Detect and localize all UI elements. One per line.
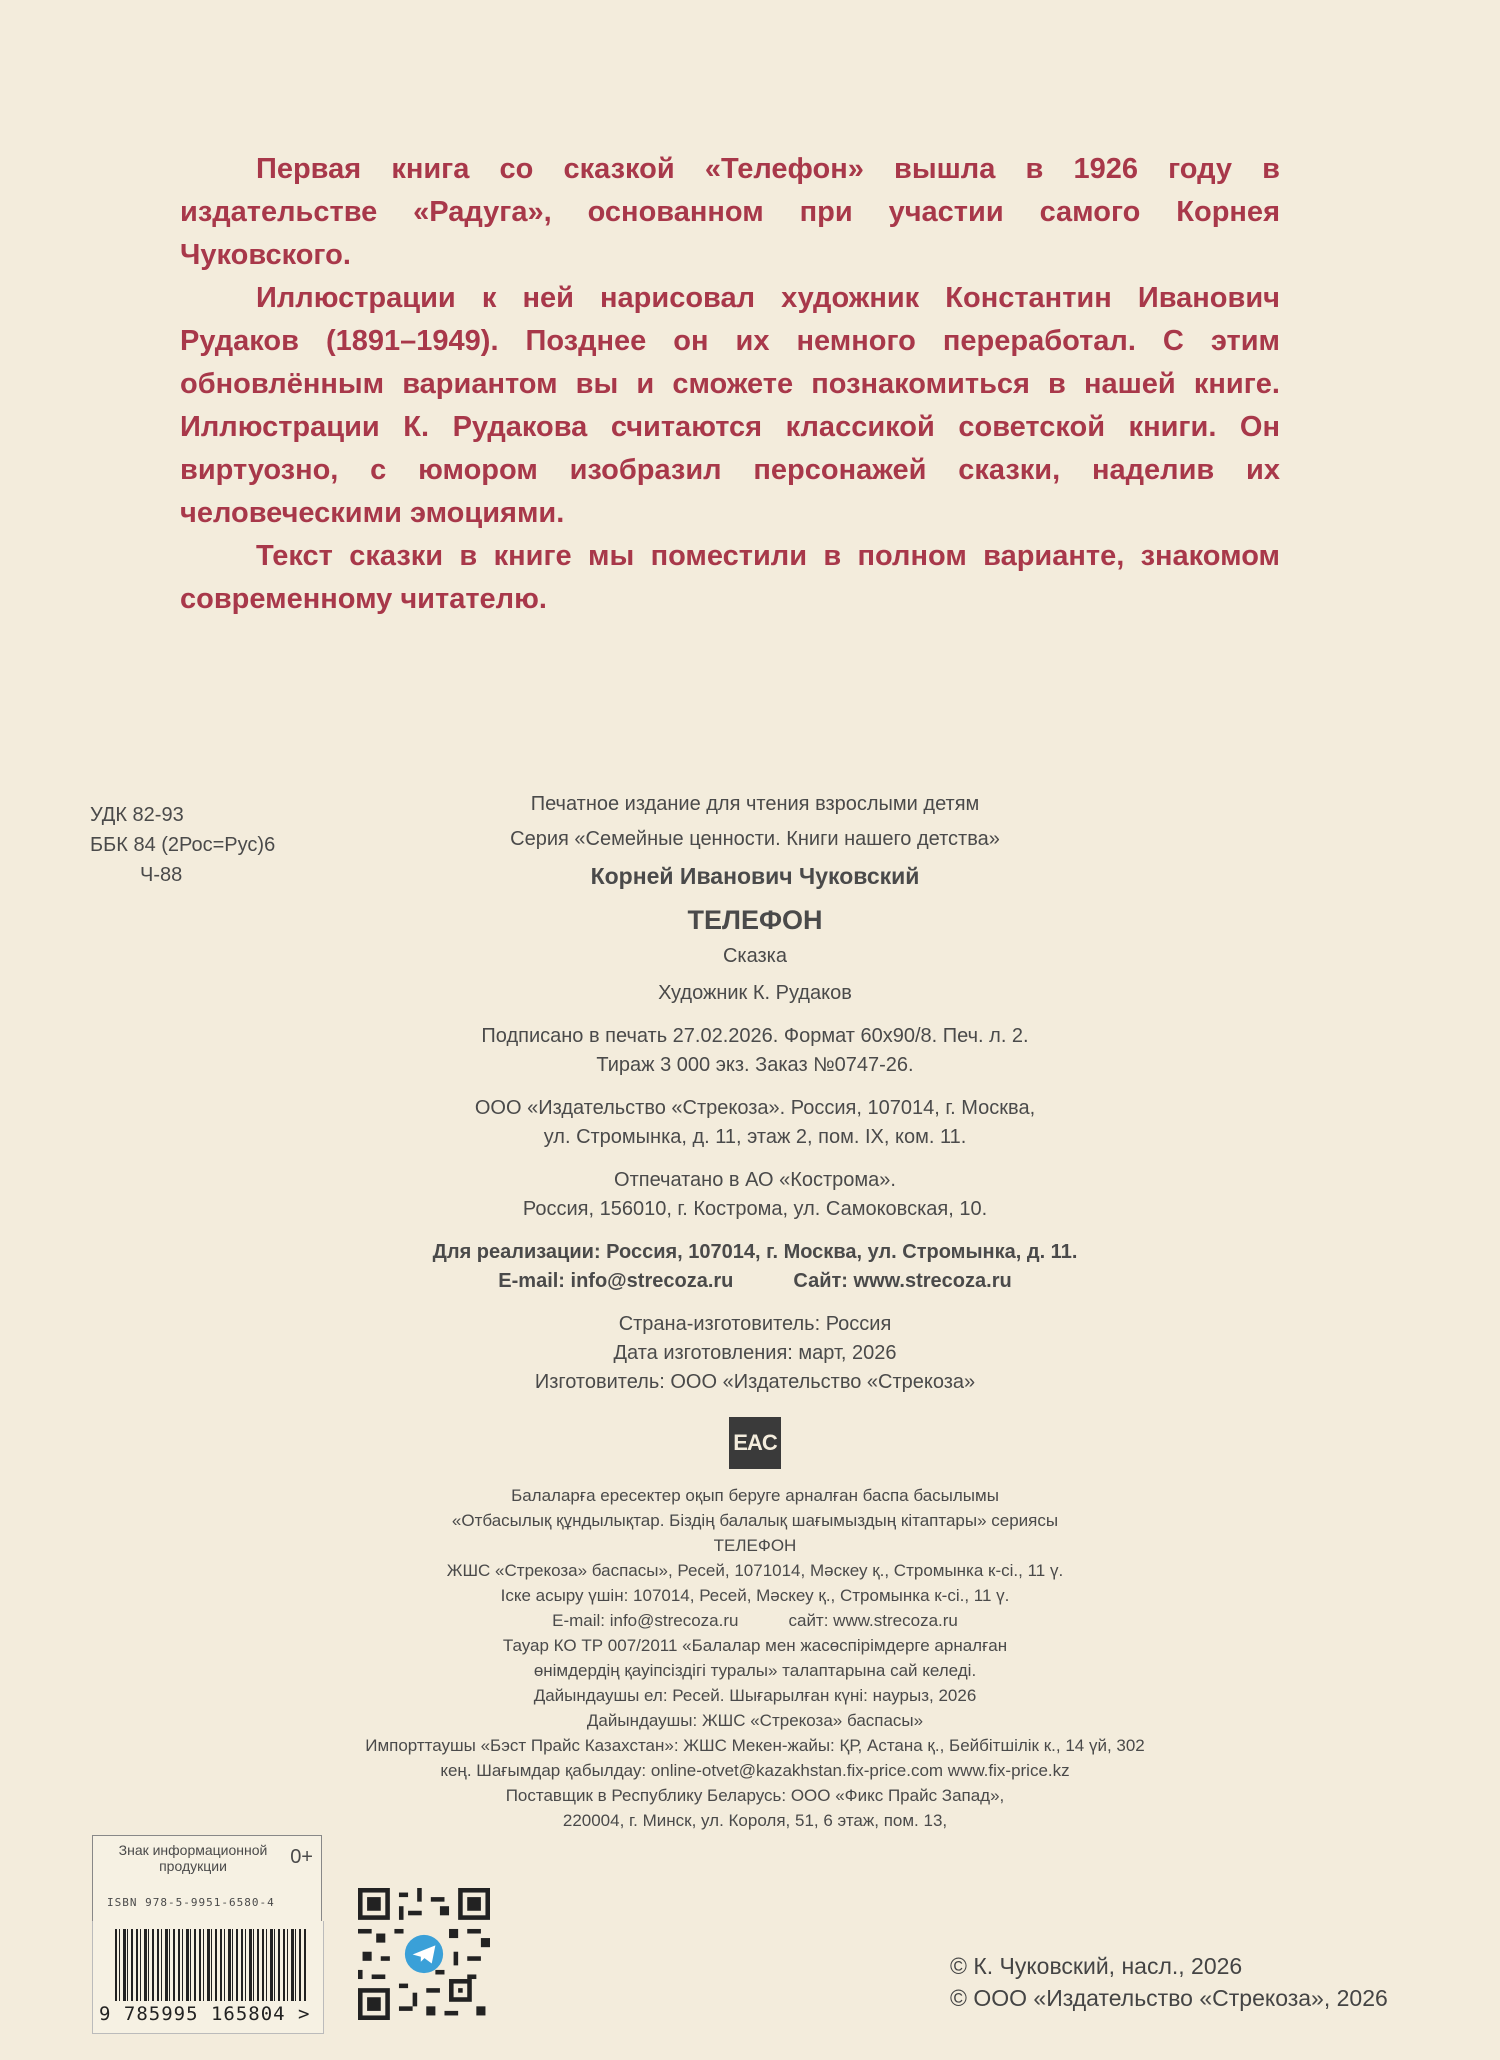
genre: Сказка <box>722 945 787 967</box>
sales-address: Для реализации: Россия, 107014, г. Москва, ул. Стромынка, д. 11. <box>432 1241 1078 1263</box>
book-title: ТЕЛЕФОН <box>687 905 823 935</box>
info-product-sign <box>92 1835 322 1923</box>
eac-mark-icon: EAC <box>729 1417 781 1469</box>
signed-to-print: Подписано в печать 27.02.2026. Формат 60x90/8. Печ. л. 2. <box>481 1025 1029 1047</box>
qr-code-icon <box>358 1888 490 2020</box>
intro-paragraph: Текст сказки в книге мы поместили в полном варианте, знакомом современному читателю. <box>180 540 1280 615</box>
intro-paragraph: Иллюстрации к ней нарисовал художник Константин Иванович Рудаков (1891–1949). Позднее он их немного переработал. С этим обновлённым вариантом вы и сможете познакомиться в нашей книге. Иллюстрации К. Рудакова считаются классикой советской книги. Он виртуозно, с юмором изобразил персонажей сказки, наделив их человеческими эмоциями. <box>180 282 1280 529</box>
age-rating: 0+ <box>290 1846 313 1868</box>
isbn: ISBN 978-5-9951-6580-4 <box>107 1896 275 1909</box>
barcode <box>92 1921 324 2034</box>
barcode-number: 9 785995 165804 > <box>99 2003 311 2025</box>
publisher-email: E-mail: info@strecoza.ru <box>498 1270 734 1292</box>
kz-line: өнімдердің қауіпсіздігі туралы» талаптарына сай келеді. <box>533 1661 977 1680</box>
classification-codes <box>90 800 275 890</box>
barcode-icon <box>115 1929 307 2001</box>
kz-site: сайт: www.strecoza.ru <box>788 1611 958 1630</box>
kz-email: E-mail: info@strecoza.ru <box>552 1611 739 1630</box>
copyright-line: © ООО «Издательство «Стрекоза», 2026 <box>950 1985 1388 2011</box>
intro-text <box>180 148 1280 621</box>
kz-line: 220004, г. Минск, ул. Короля, 51, 6 этаж, пом. 13, <box>562 1811 948 1830</box>
country-of-manufacture: Страна-изготовитель: Россия <box>618 1313 892 1335</box>
author-mark: Ч-88 <box>140 864 183 886</box>
sign-label: Знак информационной продукции <box>118 1842 268 1874</box>
author-name: Корней Иванович Чуковский <box>590 863 920 889</box>
kz-line: ТЕЛЕФОН <box>713 1536 797 1555</box>
print-run: Тираж 3 000 экз. Заказ №0747-26. <box>596 1054 914 1076</box>
kz-line: Балаларға ересектер оқып беруге арналған баспа басылымы <box>511 1486 999 1505</box>
printer: Отпечатано в АО «Кострома». <box>614 1169 896 1191</box>
kz-line: Поставщик в Республику Беларусь: ООО «Фикс Прайс Запад», <box>505 1786 1005 1805</box>
kz-line: Импорттаушы «Бэст Прайс Казахстан»: ЖШС Мекен-жайы: ҚР, Астана қ., Бейбітшілік к., 14 үй, 302 <box>365 1736 1145 1755</box>
manufacturer: Изготовитель: ООО «Издательство «Стрекоза» <box>534 1371 976 1393</box>
artist: Художник К. Рудаков <box>658 982 852 1004</box>
kz-line: Дайындаушы: ЖШС «Стрекоза» баспасы» <box>586 1711 924 1730</box>
kazakh-imprint <box>300 1483 1210 1833</box>
kz-line: кең. Шағымдар қабылдау: online-otvet@kazakhstan.fix-price.com www.fix-price.kz <box>440 1761 1070 1780</box>
kz-line: Дайындаушы ел: Ресей. Шығарылған күні: наурыз, 2026 <box>533 1686 977 1705</box>
edition-purpose: Печатное издание для чтения взрослыми детям <box>530 793 980 815</box>
printer-address: Россия, 156010, г. Кострома, ул. Самоковская, 10. <box>522 1198 988 1220</box>
publisher-address: ООО «Издательство «Стрекоза». Россия, 107014, г. Москва, <box>474 1097 1036 1119</box>
copyright-line: © К. Чуковский, насл., 2026 <box>950 1953 1243 1979</box>
bbk-code: ББК 84 (2Рос=Рус)6 <box>90 834 276 856</box>
publisher-address: ул. Стромынка, д. 11, этаж 2, пом. IX, ком. 11. <box>543 1126 967 1148</box>
intro-paragraph: Первая книга со сказкой «Телефон» вышла в 1926 году в издательстве «Радуга», основанном при участии самого Корнея Чуковского. <box>180 153 1280 271</box>
series-name: Серия «Семейные ценности. Книги нашего детства» <box>510 828 1000 850</box>
udk-code: УДК 82-93 <box>90 804 184 826</box>
kz-line: ЖШС «Стрекоза» баспасы», Ресей, 1071014, Мәскеу қ., Стромынка к-сі., 11 ү. <box>446 1561 1064 1580</box>
copyright-block <box>950 1950 1388 2014</box>
kz-line: Тауар КО ТР 007/2011 «Балалар мен жасөспірімдерге арналған <box>502 1636 1008 1655</box>
imprint-block <box>300 790 1210 1833</box>
kz-line: Іске асыру үшін: 107014, Ресей, Мәскеу қ., Стромынка к-сі., 11 ү. <box>500 1586 1010 1605</box>
kz-line: «Отбасылық құндылықтар. Біздің балалық шағымыздың кітаптары» сериясы <box>451 1511 1059 1530</box>
manufacture-date: Дата изготовления: март, 2026 <box>613 1342 897 1364</box>
publisher-site: Сайт: www.strecoza.ru <box>793 1270 1012 1292</box>
